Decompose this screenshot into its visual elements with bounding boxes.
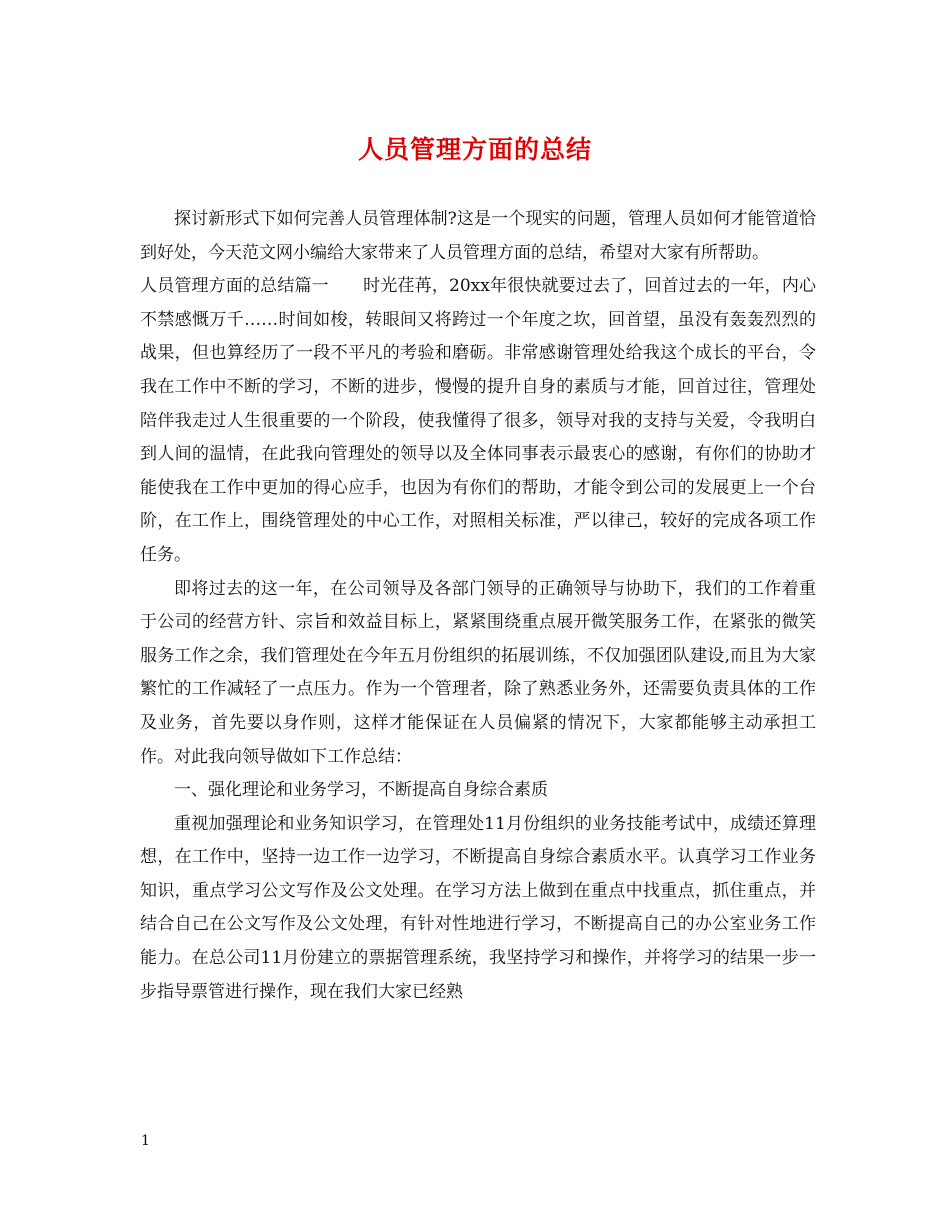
document-body: [140, 203, 816, 1009]
paragraph-section-one: 人员管理方面的总结篇一 时光荏苒，20xx年很快就要过去了，回首过去的一年，内心不禁感慨万千……时间如梭，转眼间又将跨过一个年度之坎，回首望，虽没有轰轰烈烈的战果，但也算经历了一段不平凡的考验和磨砺。非常感谢管理处给我这个成长的平台，令我在工作中不断的学习，不断的进步，慢慢的提升自身的素质与才能，回首过往，管理处陪伴我走过人生很重要的一个阶段，使我懂得了很多，领导对我的支持与关爱，令我明白到人间的温情，在此我向管理处的领导以及全体同事表示最衷心的感谢，有你们的协助才能使我在工作中更加的得心应手，也因为有你们的帮助，才能令到公司的发展更上一个台阶，在工作上，围绕管理处的中心工作，对照相关标准，严以律己，较好的完成各项工作任务。: [140, 276, 816, 565]
document-title: 人员管理方面的总结: [357, 135, 592, 164]
paragraph-study: 重视加强理论和业务知识学习，在管理处11月份组织的业务技能考试中，成绩还算理想，在工作中，坚持一边工作一边学习，不断提高自身综合素质水平。认真学习工作业务知识，重点学习公文写作及公文处理。在学习方法上做到在重点中找重点，抓住重点，并结合自己在公文写作及公文处理，有针对性地进行学习，不断提高自己的办公室业务工作能力。在总公司11月份建立的票据管理系统，我坚持学习和操作，并将学习的结果一步一步指导票管进行操作，现在我们大家已经熟: [140, 813, 816, 1002]
paragraph-intro: 探讨新形式下如何完善人员管理体制?这是一个现实的问题，管理人员如何才能管道恰到好处，今天范文网小编给大家带来了人员管理方面的总结，希望对大家有所帮助。: [140, 209, 816, 263]
page-number: 1: [141, 1133, 150, 1149]
section-heading: 一、强化理论和业务学习，不断提高自身综合素质: [174, 780, 548, 801]
paragraph-year-review: 即将过去的这一年，在公司领导及各部门领导的正确领导与协助下，我们的工作着重于公司的经营方针、宗旨和效益目标上，紧紧围绕重点展开微笑服务工作，在紧张的微笑服务工作之余，我们管理处在今年五月份组织的拓展训练，不仅加强团队建设,而且为大家繁忙的工作减轻了一点压力。作为一个管理者，除了熟悉业务外，还需要负责具体的工作及业务，首先要以身作则，这样才能保证在人员偏紧的情况下，大家都能够主动承担工作。对此我向领导做如下工作总结：: [140, 578, 816, 767]
